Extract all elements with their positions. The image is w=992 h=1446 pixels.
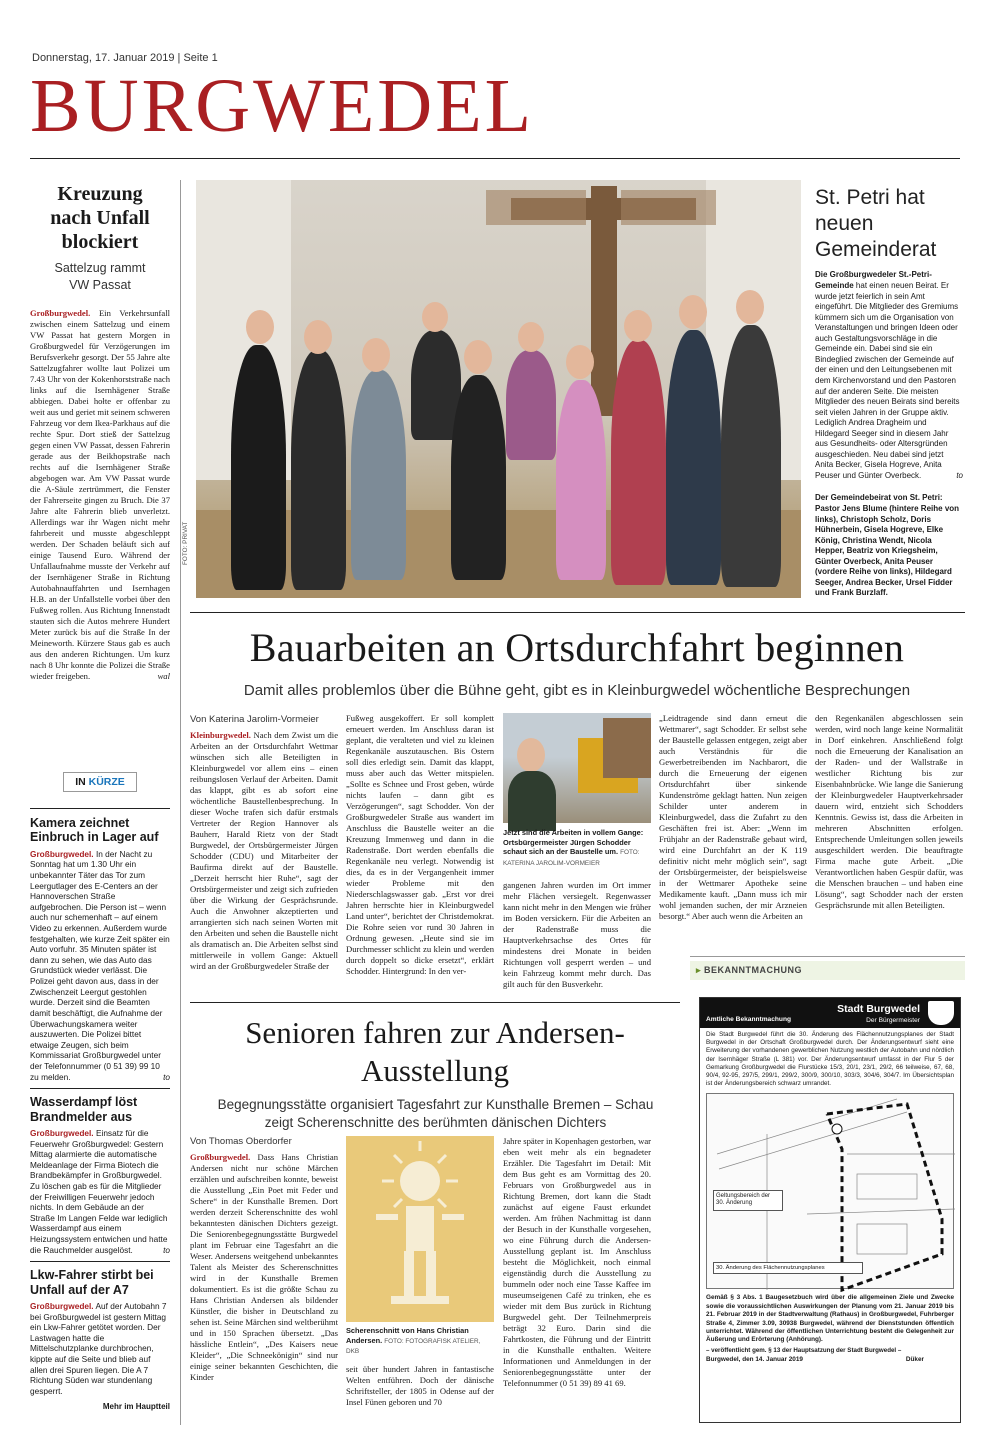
- in-kurze-column: [30, 772, 170, 1411]
- lead-left-sign: wal: [157, 670, 170, 681]
- person-figure: [351, 370, 406, 580]
- story2-col2-text: Fußweg ausgekoffert. Er soll komplett erneuert werden. Im Anschluss daran ist geplant, die veralteten und viel zu kleinen Regenkanäle auszutauschen. Bis Ostern soll dies erledigt sein. Damit das klappt, muss aber auch das Wetter mitspielen. „Sollte es Schnee und Frost geben, würde nichts laufen – dann gibt es Verzögerungen“, sagt Schodder. Von der Großburgwedeler Straße aus wandert im Anschluss die Baustelle weiter an die Kreuzung Immenweg und dann in die Radenstraße. Dort werden ebenfalls die Regenkanäle neu verlegt. Notwendig ist dies, da es in der Vergangenheit immer wieder Probleme mit den Niederschlagswasser gab. „Erst vor drei Jahren herrschte hier in Kleinburgwedel Land unter“, berichtet der Christdemokrat. Die Rohre seien vor rund 30 Jahren in Ordnung gewesen. „Heute sind sie im Durchmesser schlicht zu klein und werden durch doppelt so dicke ersetzt“, erklärt Schodder. Hintergrund: In den ver-: [346, 713, 494, 976]
- kurze-rule: [30, 808, 170, 809]
- right-story-body: [815, 270, 963, 481]
- story2-dateline: Kleinburgwedel.: [190, 730, 251, 740]
- person-head: [464, 340, 492, 374]
- story3-column-2: [346, 1364, 494, 1408]
- notice-office: Der Bürgermeister: [866, 1017, 920, 1024]
- story2-headline: Bauarbeiten an Ortsdurchfahrt beginnen: [249, 625, 905, 670]
- story2-subhead: Damit alles problemlos über die Bühne geht, gibt es in Kleinburgwedel wöchentliche Besprechungen: [243, 682, 911, 699]
- story3-col1-text: Dass Hans Christian Andersen nicht nur schöne Märchen erzählen und aufschreiben konnte, beweist die Ausstellung „Ein Poet mit Feder und Schere“ in der Kunsthalle Bremen. Dort werden derzeit Scherenschnitte des wohl bekanntesten dänischen Dichters gezeigt. Die Seniorenbegegnungsstätte Burgwedel plant im Februar eine Tagesfahrt an die Weser. Andersens weitgehend unbekanntes Talent als Meister des Scherenschnittes wird in der Kunsthalle Bremen dokumentiert. Es ist die größte Schau zu Hans Christian Andersen als bildender Künstler, die bisher in Deutschland zu sehen ist. Seine Märchen sind weltberühmt und in 150 Sprachen übersetzt. „Das hässliche Entlein“, „Des Kaisers neue Kleider“, „Die Schneekönigin“ sind nur einige seiner bekannten Geschichten, die Kinder: [190, 1152, 338, 1382]
- kurz-body-text: In der Nacht zu Sonntag hat um 1.30 Uhr ein unbekannter Täter das Tor zum Leergutlager des E-Centers an der Hannoverschen Straße aufgebrochen. Die Person ist – wenn auch nur schemenhaft – auf einem Video zu erkennen. Außerdem wurde festgehalten, wie kurze Zeit später ein Auto vorfuhr. 35 Minuten später ist dann zu sehen, wie das Auto das Grundstück wieder verlässt. Die Polizei geht davon aus, dass in der Zwischenzeit Leergut gestohlen wurde. Derzeit sind die Beamten damit beschäftigt, die Aufnahme der Überwachungskamera weiter auszuwerten. Die Polizei bittet etwaige Zeugen, sich beim Kommissariat Großburgwedel unter der Telefonnummer (0 51 39) 99 10 zu melden.: [30, 848, 170, 1082]
- kurz-dateline: Großburgwedel.: [30, 1127, 94, 1138]
- person-head: [362, 338, 390, 372]
- person-head: [518, 322, 544, 352]
- masthead-rule: [30, 158, 960, 159]
- story3-column-3: [503, 1136, 651, 1389]
- person-figure: [508, 771, 556, 831]
- story3-dateline: Großburgwedel.: [190, 1152, 251, 1162]
- notice-header-left: Amtliche Bekanntmachung: [706, 1016, 792, 1023]
- notice-box: [699, 997, 961, 1423]
- story3-subhead: Begegnungsstätte organisiert Tagesfahrt zur Kunsthalle Bremen – Schau zeigt Scherenschnitte des berühmten dänischen Dichters: [217, 1097, 654, 1130]
- photo-credit: FOTO: PRIVAT: [182, 521, 189, 565]
- map-label: Geltungsbereich der 30. Änderung: [713, 1190, 783, 1210]
- construction-caption: [503, 828, 651, 868]
- construction-photo-credit: FOTO: KATERINA JAROLIM-VORMEIER: [503, 849, 640, 867]
- kurz-body: [30, 1301, 170, 1396]
- story3-rule: [190, 1002, 680, 1003]
- person-head: [517, 738, 545, 772]
- arrow-icon: ▸: [696, 965, 702, 975]
- person-figure: [611, 340, 666, 585]
- person-head: [679, 295, 707, 329]
- kurz-item: [30, 1095, 170, 1255]
- papercut-image: [346, 1136, 494, 1322]
- story2-column-4: [659, 713, 807, 922]
- kurze-rule: [30, 1261, 170, 1262]
- kurz-dateline: Großburgwedel.: [30, 1300, 94, 1311]
- papercut-caption: [346, 1326, 494, 1356]
- notice-signature-row: [700, 1354, 960, 1363]
- person-figure: [231, 345, 286, 590]
- story2-col1-text: Nach dem Zwist um die Arbeiten an der Ortsdurchfahrt Wettmar wünschen sich alle Beteiligten in Kleinburgwedel vor allem eins – einen reibungslosen Verlauf der Arbeiten. Damit das klappt, gibt es ab sofort eine wöchentliche Baustellenbesprechung. In dieser Woche trafen sich dafür erstmals Vertreter der Region Hannover als Bauherr, Harald Rietz von der Stadt Burgwedel, der Ortsbürgermeister Jürgen Schodder (CDU) und Mitarbeiter der Baufirma direkt auf der Baustelle. „Derzeit herrscht hier Ruhe“, sagt der Ortsbürgermeister und zeigt sich zufrieden über die Wirkung der Gesprächsrunde. Auch die Anwohner akzeptierten und arrangierten sich nach seinen Worten mit den Arbeiten und sehen die Baustelle nicht als dramatisch an. Die Arbeiten selbst sind mittlerweile in vollem Gange: Aktuell wird an der Großburgwedeler Straße der: [190, 730, 339, 971]
- person-head: [736, 290, 764, 324]
- map-title: 30. Änderung des Flächennutzungsplanes: [713, 1262, 863, 1274]
- construction-photo: [503, 713, 651, 823]
- kurz-sign: to: [163, 1071, 170, 1082]
- construction-caption-text: Jetzt sind die Arbeiten in vollem Gange: Ortsbürgermeister Jürgen Schodder schaut sich an der Baustelle um.: [503, 828, 644, 857]
- notice-date: Burgwedel, den 14. Januar 2019: [706, 1355, 803, 1363]
- lead-left-headline: Kreuzung nach Unfall blockiert: [50, 183, 150, 253]
- right-story-caption: Der Gemeindebeirat von St. Petri: Pastor Jens Blume (hintere Reihe von links), Christoph Scholz, Doris Hühnerbein, Gisela Hogreve, Elke König, Christina Wendt, Nicola Hepper, Beatriz von Kriegsheim, Günter Overbeck, Anita Peuser (vordere Reihe von links), Hildegard Seeger, Andrea Becker, Ursel Fidder und Frank Burzlaff.: [815, 493, 960, 598]
- lead-left-body: [30, 308, 170, 682]
- notice-map: [706, 1093, 954, 1289]
- story3-col3-text: Jahre später in Kopenhagen gestorben, war eben weit mehr als ein begnadeter Erzähler. Die Tagesfahrt im Detail: Mit dem Bus geht es am Vormittag des 20. Februars von Großburgwedel aus in Richtung Bremen, dort kann die Stadt zunächst auf eigene Faust erkundet werden. Am frühen Nachmittag ist dann der Besuch in der Kunsthalle vorgesehen, wo eine Führung durch die Andersen-Ausstellung geplant ist. Im Anschluss besteht die Möglichkeit, noch einmal eigenständig durch die Ausstellung zu bummeln oder noch eine Tasse Kaffee im museumseigenen Café zu trinken, ehe es wieder mit dem Bus zurück in Richtung Burgwedel geht. Der Teilnehmerpreis beträgt 32 Euro. Darin sind die Fahrtkosten, die Führung und der Eintritt in die Kunsthalle enthalten. Weitere Informationen und Anmeldungen in der Seniorenbegegnungsstätte unter der Telefonnummer (0 51 39) 89 41 69.: [503, 1136, 651, 1388]
- kurz-headline: Kamera zeichnet Einbruch in Lager auf: [30, 816, 159, 845]
- cross-icon: [591, 186, 617, 416]
- notice-signer: Düker: [905, 1355, 924, 1363]
- person-figure: [666, 330, 721, 585]
- kurz-body: [30, 1128, 170, 1255]
- story2-col3-text: gangenen Jahren wurden im Ort immer mehr Flächen versiegelt. Regenwasser kann nicht mehr in den Mengen wie früher im Boden versickern. Für die Arbeiten an der Radenstraße muss die Hauptverkehrsachse des Ortes für mindestens drei Monate in beiden Richtungen voll gesperrt werden – und kein Fahrzeug kommt mehr durch. Das gilt auch für den Busverkehr.: [503, 880, 651, 989]
- person-head: [566, 345, 594, 379]
- notice-panel: [690, 956, 965, 1424]
- person-head: [304, 320, 332, 354]
- kurz-more: Mehr im Hauptteil: [102, 1402, 170, 1412]
- notice-city: Stadt Burgwedel: [837, 1003, 920, 1015]
- lead-left-story: [30, 182, 170, 682]
- papercut-photo-credit: FOTO: FOTOGRAFISK ATELIER, DKB: [346, 1337, 481, 1355]
- in-kurze-label-kurze: KÜRZE: [88, 776, 125, 788]
- kurz-body-text: Einsatz für die Feuerwehr Großburgwedel: Gestern Mittag alarmierte die automatische Meldeanlage der Firma Biotech die Brandbekämpfer in Großburgwedel. Zu löschen gab es für die Mitglieder der Freiwilligen Feuerwehr jedoch nichts. In dem Gebäude an der Straße Im Langen Felde war lediglich Wasserdampf aus einem Heizungssystem entwichen und hatte die Rauchmelder ausgelöst.: [30, 1127, 168, 1255]
- story2-byline: Von Katerina Jarolim-Vormeier: [190, 714, 319, 725]
- mosaic-art: [486, 190, 586, 225]
- story2-column-1: [190, 730, 338, 972]
- story2-column-3: [503, 880, 651, 990]
- right-story-sign: to: [956, 470, 963, 480]
- story2-rule: [190, 612, 965, 613]
- papercut-caption-text: Scherenschnitt von Hans Christian Andersen.: [346, 1326, 469, 1345]
- story3-column-1: [190, 1152, 338, 1383]
- kurz-headline: Lkw-Fahrer stirbt bei Unfall auf der A7: [30, 1268, 154, 1297]
- notice-intro: Die Stadt Burgwedel führt die 30. Änderung des Flächennutzungsplanes der Stadt Burgwedel in der Ortschaft Großburgwedel durch. Der Änderungsentwurf sieht eine Erweiterung der vorhandenen gewerblichen Nutzung westlich der Autobahn und nördlich der Isernhäger Straße (L 381) vor. Der Änderungsentwurf umfasst in der Flur 5 der Gemarkung Großburgwedel die Flurstücke 15/3, 20/1, 23/1, 29/2, 66 teilweise, 67, 68, 90/4, 92-95, 297/5, 299/1, 299/2, 300/9, 300/10, 303/3, 304/6, 304/7. Im Übersichtsplan ist der Änderungsbereich schwarz umrandet.: [706, 1031, 954, 1088]
- lead-left-subhead: Sattelzug rammt VW Passat: [54, 261, 146, 292]
- group-photo: [182, 180, 801, 598]
- house-shape: [603, 718, 651, 778]
- kurz-item: [30, 816, 170, 1082]
- dateline: Donnerstag, 17. Januar 2019 | Seite 1: [32, 52, 218, 64]
- right-story-headline: St. Petri hat neuen Gemeinderat: [815, 186, 937, 261]
- story3-byline: Von Thomas Oberdorfer: [190, 1136, 292, 1147]
- notice-footnote: – veröffentlicht gem. § 13 der Hauptsatzung der Stadt Burgwedel –: [706, 1346, 902, 1354]
- story3-col2-text: seit über hundert Jahren in fantastische Welten entführen. Doch der dänische Schriftsteller, der 1805 in Odense auf der Insel Fünen geboren und 70: [346, 1364, 494, 1407]
- notice-label: [690, 961, 965, 980]
- kurz-body-text: Auf der Autobahn 7 bei Großburgwedel ist gestern Mittag ein Lkw-Fahrer getötet worden. Der Lastwagen hatte die Mittelschutzplanke durchbrochen, kippte auf die Seite und blieb auf allen drei Spuren liegen. Die A 7 Richtung Süden war stundenlang gesperrt.: [30, 1300, 167, 1396]
- kurz-body: [30, 849, 170, 1082]
- person-figure: [721, 325, 781, 587]
- story3-headline: Senioren fahren zur Andersen-Ausstellung: [245, 1015, 625, 1088]
- story2-col5-text: den Regenkanälen abgeschlossen sein werden, wird noch lange keine Normalität in Dorf einkehren. Anschließend folgt noch die Erneuerung der Kanalisation an der Raden- und der Wallstraße in westlicher Richtung bis zur Eisenbahnbrücke. Wie lange die Sanierung der Kleinburgwedeler Hauptverkehrsader dauern wird, entzieht sich Schodders Kenntnis. Gewiss ist, dass die Arbeiten in mehreren Abschnitten erfolgen. Entsprechende Umleitungen sollen jeweils ausgeschildert werden. Die beauftragte Firma mache gute Arbeit. „Die Verantwortlichen haben Gespür dafür, was die Menschen brauchen – und haben eine Lösung“, sagt Schodder nach der ersten Gesprächsrunde mit allen Beteiligten.: [815, 713, 963, 910]
- lead-left-body-text: Ein Verkehrsunfall zwischen einem Sattelzug und einem VW Passat hat gestern Morgen in Großburgwedel für Verzögerungen im Berufsverkehr gesorgt. Der 55 Jahre alte Sattelzugfahrer wollte laut Polizei um 7.43 Uhr von der Kokenhorststraße nach links auf die Isernhägener Straße abbiegen. Dabei hołte er offenbar zu weit aus und geriet mit seinem schweren Fahrzeug vor dem Ikea-Parkhaus auf die rechte Spur. Dort stieß der Sattelzug gegen einen VW Passat, dessen Fahrerin gerade aus der Beikhopstraße nach rechts auf die Isernhägener Straße abgebogen war. Am VW Passat wurde die A-Säule zertrümmert, die Fenster der Fahrerseite gingen zu Bruch. Die 37 Jahre alte Fahrerin blieb unverletzt. Allerdings war ihr Wagen nicht mehr fahrbereit und musste abgeschleppt werden. Der Schaden beläuft sich auf einige Tausend Euro. Während der Unfallaufnahme musste der Verkehr auf der Isernhägener Straße in Richtung Autobahnauffahrten und Isernhagen H.B. an der Unfallstelle vorbei über den Fußweg rollen. Aus Richtung Innenstadt stauten sich die Autos mehrere Hundert Meter zurück bis auf die Straße In der Meineworth. Kürzere Staus gab es auch aus den anderen Richtungen. Um kurz nach 8 Uhr konnte die Polizei die Straße wieder freigeben.: [30, 307, 170, 681]
- kurz-dateline: Großburgwedel.: [30, 848, 94, 859]
- kurz-sign: to: [163, 1244, 170, 1255]
- mosaic-art: [621, 190, 716, 225]
- person-figure: [506, 350, 556, 460]
- person-figure: [451, 375, 506, 580]
- masthead: BURGWEDEL: [30, 64, 535, 148]
- story2-column-2: [346, 713, 494, 977]
- papercut-figure-icon: [346, 1136, 494, 1322]
- person-head: [422, 302, 448, 332]
- story2-column-5: [815, 713, 963, 911]
- city-crest-icon: [928, 1001, 954, 1025]
- person-head: [246, 310, 274, 344]
- in-kurze-label-in: IN: [75, 776, 86, 788]
- person-figure: [291, 350, 346, 590]
- lead-left-dateline: Großburgwedel.: [30, 307, 91, 318]
- notice-header: [700, 998, 960, 1028]
- notice-label-text: BEKANNTMACHUNG: [704, 965, 803, 975]
- kurz-headline: Wasserdampf löst Brandmelder aus: [30, 1095, 138, 1124]
- person-figure: [556, 380, 606, 580]
- person-head: [624, 310, 652, 342]
- notice-body: Gemäß § 3 Abs. 1 Baugesetzbuch wird über die allgemeinen Ziele und Zwecke sowie die voraussichtlichen Auswirkungen der Planung vom 21. Januar 2019 bis 21. Februar 2019 in der Stadtverwaltung (Rathaus) in Großburgwedel, Fuhrberger Straße 4, Zimmer 3.09, 30938 Burgwedel, während der Dienststunden öffentlich unterrichtet. Während der öffentlichen Unterrichtung besteht die Gelegenheit zur Äußerung und Erörterung (Anhörung).: [706, 1294, 954, 1344]
- kurze-rule: [30, 1088, 170, 1089]
- right-story-lead: Die Großburgwedeler St.-Petri-Gemeinde: [815, 270, 932, 291]
- in-kurze-label: [63, 772, 137, 792]
- column-divider: [180, 180, 181, 1425]
- story2-col4-text: „Leidtragende sind dann erneut die Wettmarer“, sagt Schodder. Er selbst sehe der Baustelle gelassen entgegen, zeigt aber auch Verständnis für die Gewerbetreibenden im Nachbarort, die durch die Erneuerung der eigenen Ortsdurchfahrt über sinkende Kundenströme geklagt hatten. Nun zeigen Schilder unter anderem in Kleinburgwedel, dass die Zufahrt zu den Geschäften frei ist. Aber: „Wenn im Frühjahr an der Radenstraße gebaut wird, wird eine Durchfahrt an der K 119 definitiv nicht mehr möglich sein“, sagt der Ortsbürgermeister, der beispielsweise in der Wettmarer Apotheke seine Medikamente kauft. „Dann muss ich mir wohl jemanden suchen, der mir Arzneien besorgt.“ Aber auch wenn die Arbeiten an: [659, 713, 807, 921]
- right-story: [815, 185, 963, 599]
- kurz-item: [30, 1268, 170, 1411]
- right-story-body-text: hat einen neuen Beirat. Er wurde jetzt feierlich in sein Amt eingeführt. Die Mitglieder des Gremiums kümmern sich um die Organisation von Veranstaltungen und bringen Ideen oder auch Gestaltungsvorschläge in die Gemeinde ein. Dabei sind sie ein Bindeglied zwischen der Gemeinde auf der einen und den Leitungsebenen mit dem Kirchenvorstand und den Pastoren auf der anderen Seite. Die meisten Mitglieder des neuen Beirats sind bereits seit vielen Jahren in der Gruppe aktiv. Lediglich Andrea Dragheim und Hildegard Seeger sind in diesem Jahr aus Gesundheits- oder Altersgründen ausgeschieden. Neu dabei sind jetzt Anita Becker, Gisela Hogreve, Anita Peuser und Günter Overbeck.: [815, 281, 960, 480]
